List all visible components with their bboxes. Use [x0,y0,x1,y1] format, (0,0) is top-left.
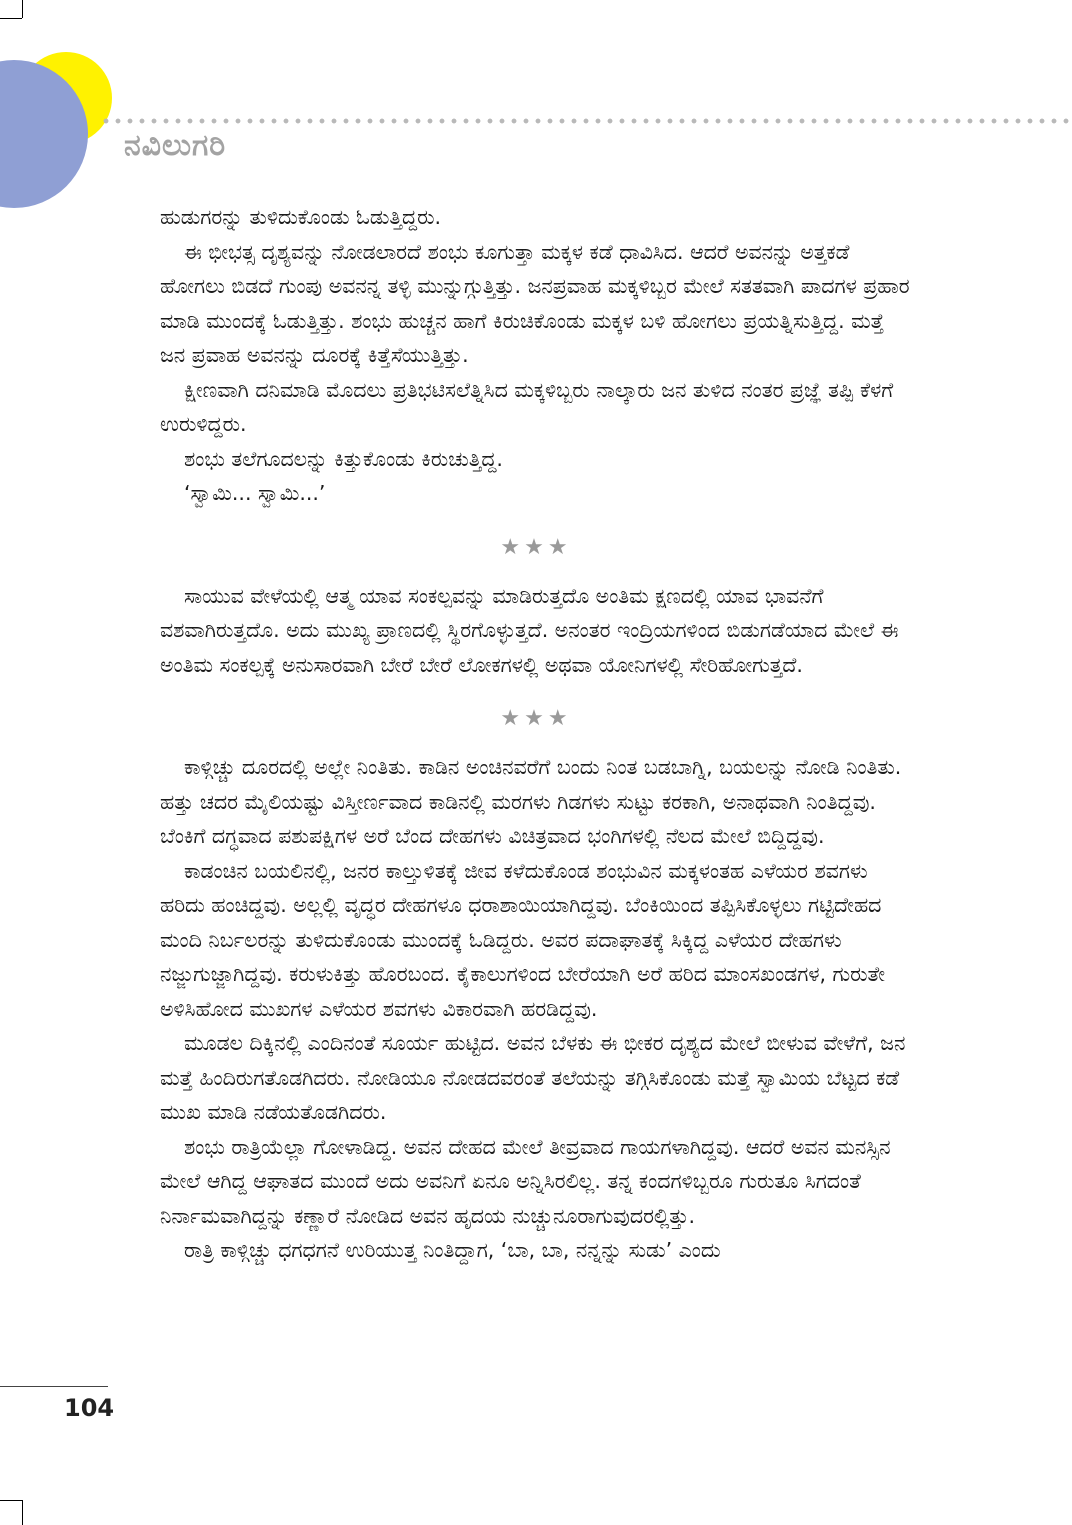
page-number: 104 [64,1394,115,1422]
paragraph: ಸಾಯುವ ವೇಳೆಯಲ್ಲಿ ಆತ್ಮ ಯಾವ ಸಂಕಲ್ಪವನ್ನು ಮಾಡಿರುತ್ತದೊ ಅಂತಿಮ ಕ್ಷಣದಲ್ಲಿ ಯಾವ ಭಾವನೆಗೆ ವಶವಾಗಿರುತ್ತದೊ. ಅದು ಮುಖ್ಯ ಪ್ರಾಣದಲ್ಲಿ ಸ್ಥಿರಗೊಳ್ಳುತ್ತದೆ. ಅನಂತರ ಇಂದ್ರಿಯಗಳಿಂದ ಬಿಡುಗಡೆಯಾದ ಮೇಲೆ ಈ ಅಂತಿಮ ಸಂಕಲ್ಪಕ್ಕೆ ಅನುಸಾರವಾಗಿ ಬೇರೆ ಬೇರೆ ಲೋಕಗಳಲ್ಲಿ ಅಥವಾ ಯೋನಿಗಳಲ್ಲಿ ಸೇರಿಹೋಗುತ್ತದೆ. [160,583,899,677]
section-separator: ★★★ [500,706,572,731]
crop-mark-top-vertical [22,0,23,18]
crop-mark-top-horizontal [0,18,22,19]
crop-mark-bottom-horizontal [0,1500,22,1501]
page-number-rule [0,1386,108,1387]
paragraph: ಕ್ಷೀಣವಾಗಿ ದನಿಮಾಡಿ ಮೊದಲು ಪ್ರತಿಭಟಿಸಲೆತ್ನಿಸಿದ ಮಕ್ಕಳಿಬ್ಬರು ನಾಲ್ಕಾರು ಜನ ತುಳಿದ ನಂತರ ಪ್ರಜ್ಞೆ ತಪ್ಪಿ ಕೆಳಗೆ ಉರುಳಿದ್ದರು. [160,377,894,436]
dotted-header-rule [100,118,1072,124]
book-title: ನವಿಲುಗರಿ [124,128,227,163]
paragraph: ಕಾಳ್ಗಿಚ್ಚು ದೂರದಲ್ಲಿ ಅಲ್ಲೇ ನಿಂತಿತು. ಕಾಡಿನ ಅಂಚಿನವರೆಗೆ ಬಂದು ನಿಂತ ಬಡಬಾಗ್ನಿ, ಬಯಲನ್ನು ನೋಡಿ ನಿಂತಿತು. ಹತ್ತು ಚದರ ಮೈಲಿಯಷ್ಟು ವಿಸ್ತೀರ್ಣವಾದ ಕಾಡಿನಲ್ಲಿ ಮರಗಳು ಗಿಡಗಳು ಸುಟ್ಟು ಕರಕಾಗಿ, ಅನಾಥವಾಗಿ ನಿಂತಿದ್ದವು. ಬೆಂಕಿಗೆ ದಗ್ಧವಾದ ಪಶುಪಕ್ಷಿಗಳ ಅರೆ ಬೆಂದ ದೇಹಗಳು ವಿಚಿತ್ರವಾದ ಭಂಗಿಗಳಲ್ಲಿ ನೆಲದ ಮೇಲೆ ಬಿದ್ದಿದ್ದವು. [160,755,902,848]
section-separator: ★★★ [500,534,572,560]
paragraph: ‘ಸ್ವಾಮಿ... ಸ್ವಾಮಿ...’ [184,481,326,505]
paragraph: ಹುಡುಗರನ್ನು ತುಳಿದುಕೊಂಡು ಓಡುತ್ತಿದ್ದರು. [160,205,442,229]
paragraph: ಶಂಭು ರಾತ್ರಿಯೆಲ್ಲಾ ಗೋಳಾಡಿದ್ದ. ಅವನ ದೇಹದ ಮೇಲೆ ತೀವ್ರವಾದ ಗಾಯಗಳಾಗಿದ್ದವು. ಆದರೆ ಅವನ ಮನಸ್ಸಿನ ಮೇಲೆ ಆಗಿದ್ದ ಆಘಾತದ ಮುಂದೆ ಅದು ಅವನಿಗೆ ಏನೂ ಅನ್ನಿಸಿರಲಿಲ್ಲ. ತನ್ನ ಕಂದಗಳಿಬ್ಬರೂ ಗುರುತೂ ಸಿಗದಂತೆ ನಿರ್ನಾಮವಾಗಿದ್ದನ್ನು ಕಣ್ಣಾರೆ ನೋಡಿದ ಅವನ ಹೃದಯ ನುಚ್ಚುನೂರಾಗುವುದರಲ್ಲಿತ್ತು. [160,1134,891,1228]
page-body [160,200,912,1268]
paragraph: ರಾತ್ರಿ ಕಾಳ್ಗಿಚ್ಚು ಧಗಧಗನೆ ಉರಿಯುತ್ತ ನಿಂತಿದ್ದಾಗ, ‘ಬಾ, ಬಾ, ನನ್ನನ್ನು ಸುಡು’ ಎಂದು [184,1238,721,1262]
paragraph: ಶಂಭು ತಲೆಗೂದಲನ್ನು ಕಿತ್ತುಕೊಂಡು ಕಿರುಚುತ್ತಿದ್ದ. [184,446,503,471]
paragraph: ಕಾಡಂಚಿನ ಬಯಲಿನಲ್ಲಿ, ಜನರ ಕಾಲ್ತುಳಿತಕ್ಕೆ ಜೀವ ಕಳೆದುಕೊಂಡ ಶಂಭುವಿನ ಮಕ್ಕಳಂತಹ ಎಳೆಯರ ಶವಗಳು ಹರಿದು ಹಂಚಿದ್ದವು. ಅಲ್ಲಲ್ಲಿ ವೃದ್ಧರ ದೇಹಗಳೂ ಧರಾಶಾಯಿಯಾಗಿದ್ದವು. ಬೆಂಕಿಯಿಂದ ತಪ್ಪಿಸಿಕೊಳ್ಳಲು ಗಟ್ಟಿದೇಹದ ಮಂದಿ ನಿರ್ಬಲರನ್ನು ತುಳಿದುಕೊಂಡು ಮುಂದಕ್ಕೆ ಓಡಿದ್ದರು. ಅವರ ಪದಾಘಾತಕ್ಕೆ ಸಿಕ್ಕಿದ್ದ ಎಳೆಯರ ದೇಹಗಳು ನಜ್ಜುಗುಜ್ಜಾಗಿದ್ದವು. ಕರುಳುಕಿತ್ತು ಹೊರಬಂದ. ಕೈಕಾಲುಗಳಿಂದ ಬೇರೆಯಾಗಿ ಅರೆ ಹರಿದ ಮಾಂಸಖಂಡಗಳ, ಗುರುತೇ ಅಳಿಸಿಹೋದ ಮುಖಗಳ ಎಳೆಯರ ಶವಗಳು ವಿಕಾರವಾಗಿ ಹರಡಿದ್ದವು. [160,858,886,1021]
paragraph: ಈ ಭೀಭತ್ಸ ದೃಶ್ಯವನ್ನು ನೋಡಲಾರದೆ ಶಂಭು ಕೂಗುತ್ತಾ ಮಕ್ಕಳ ಕಡೆ ಧಾವಿಸಿದ. ಆದರೆ ಅವನನ್ನು ಅತ್ತಕಡೆ ಹೋಗಲು ಬಿಡದೆ ಗುಂಪು ಅವನನ್ನ ತಳ್ಳಿ ಮುನ್ನುಗ್ಗುತ್ತಿತ್ತು. ಜನಪ್ರವಾಹ ಮಕ್ಕಳಿಬ್ಬರ ಮೇಲೆ ಸತತವಾಗಿ ಪಾದಗಳ ಪ್ರಹಾರ ಮಾಡಿ ಮುಂದಕ್ಕೆ ಓಡುತ್ತಿತ್ತು. ಶಂಭು ಹುಚ್ಚನ ಹಾಗೆ ಕಿರುಚಿಕೊಂಡು ಮಕ್ಕಳ ಬಳಿ ಹೋಗಲು ಪ್ರಯತ್ನಿಸುತ್ತಿದ್ದ. ಮತ್ತೆ ಜನ ಪ್ರವಾಹ ಅವನನ್ನು ದೂರಕ್ಕೆ ಕಿತ್ತೆಸೆಯುತ್ತಿತ್ತು. [160,239,910,367]
paragraph: ಮೂಡಲ ದಿಕ್ಕಿನಲ್ಲಿ ಎಂದಿನಂತೆ ಸೂರ್ಯ ಹುಟ್ಟಿದ. ಅವನ ಬೆಳಕು ಈ ಭೀಕರ ದೃಶ್ಯದ ಮೇಲೆ ಬೀಳುವ ವೇಳೆಗೆ, ಜನ ಮತ್ತೆ ಹಿಂದಿರುಗತೊಡಗಿದರು. ನೋಡಿಯೂ ನೋಡದವರಂತೆ ತಲೆಯನ್ನು ತಗ್ಗಿಸಿಕೊಂಡು ಮತ್ತೆ ಸ್ವಾಮಿಯ ಬೆಟ್ಟದ ಕಡೆ ಮುಖ ಮಾಡಿ ನಡೆಯತೊಡಗಿದರು. [160,1031,906,1124]
crop-mark-bottom-vertical [22,1500,23,1525]
